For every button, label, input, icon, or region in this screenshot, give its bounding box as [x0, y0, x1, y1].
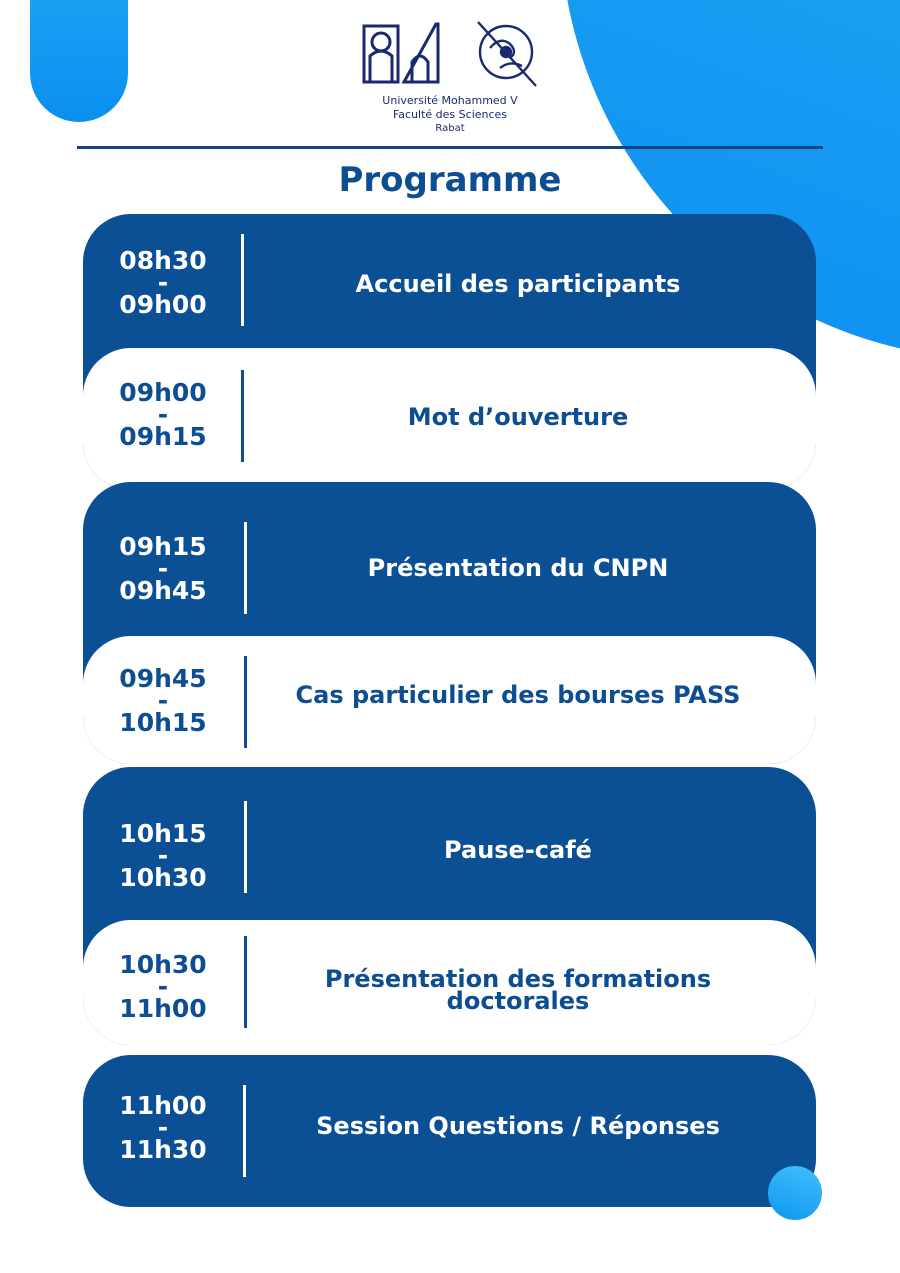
schedule-item — [83, 636, 816, 764]
time-separator: - — [157, 972, 169, 1001]
time-start: 10h30 — [119, 950, 207, 979]
schedule-item — [83, 920, 816, 1045]
time-separator: - — [157, 554, 169, 583]
city-name: Rabat — [435, 123, 465, 134]
time-range — [83, 1091, 243, 1164]
session-label: Mot d’ouverture — [407, 403, 629, 431]
session-label: Pause-café — [444, 836, 592, 864]
time-range — [83, 664, 243, 737]
faculty-emblem-icon — [478, 22, 536, 86]
time-separator: - — [157, 1113, 169, 1142]
time-start: 09h15 — [119, 532, 207, 561]
schedule-card-2 — [83, 482, 816, 764]
schedule-card-4 — [83, 1055, 816, 1207]
time-range — [83, 819, 243, 892]
page-title: Programme — [338, 160, 562, 200]
time-range — [83, 378, 243, 451]
schedule-item — [83, 1055, 816, 1207]
schedule-item — [83, 482, 816, 636]
mohammed-v-emblem-icon — [364, 24, 438, 82]
time-separator: - — [157, 841, 169, 870]
decorative-shape-top-left — [30, 0, 128, 122]
time-end: 09h00 — [119, 290, 207, 319]
session-label: Cas particulier des bourses PASS — [295, 681, 741, 709]
time-end: 09h45 — [119, 576, 207, 605]
time-divider — [244, 522, 247, 614]
time-start: 11h00 — [119, 1091, 207, 1120]
time-end: 09h15 — [119, 422, 207, 451]
time-divider — [244, 656, 247, 748]
time-divider — [243, 1085, 246, 1177]
time-start: 09h00 — [119, 378, 207, 407]
time-divider — [244, 936, 247, 1028]
time-divider — [241, 234, 244, 326]
time-start: 08h30 — [119, 246, 207, 275]
header-divider — [77, 146, 823, 149]
time-start: 10h15 — [119, 819, 207, 848]
schedule-item — [83, 214, 816, 348]
session-label: Accueil des participants — [355, 270, 681, 298]
university-name: Université Mohammed V — [382, 94, 518, 107]
time-separator: - — [157, 268, 169, 297]
session-label: Session Questions / Réponses — [316, 1112, 720, 1140]
time-start: 09h45 — [119, 664, 207, 693]
time-separator: - — [157, 686, 169, 715]
time-divider — [241, 370, 244, 462]
time-end: 11h00 — [119, 994, 207, 1023]
time-range — [83, 246, 243, 319]
time-separator: - — [157, 400, 169, 429]
time-divider — [244, 801, 247, 893]
time-end: 11h30 — [119, 1135, 207, 1164]
time-end: 10h15 — [119, 708, 207, 737]
time-end: 10h30 — [119, 863, 207, 892]
schedule-item — [83, 348, 816, 490]
session-label: Présentation du CNPN — [367, 554, 669, 582]
schedule-item — [83, 767, 816, 920]
session-label: Présentation des formations doctorales — [324, 965, 712, 1015]
time-range — [83, 950, 243, 1023]
schedule-card-1 — [83, 214, 816, 490]
decorative-dot — [768, 1166, 822, 1220]
faculty-name: Faculté des Sciences — [392, 108, 508, 121]
schedule-card-3 — [83, 767, 816, 1045]
time-range — [83, 532, 243, 605]
